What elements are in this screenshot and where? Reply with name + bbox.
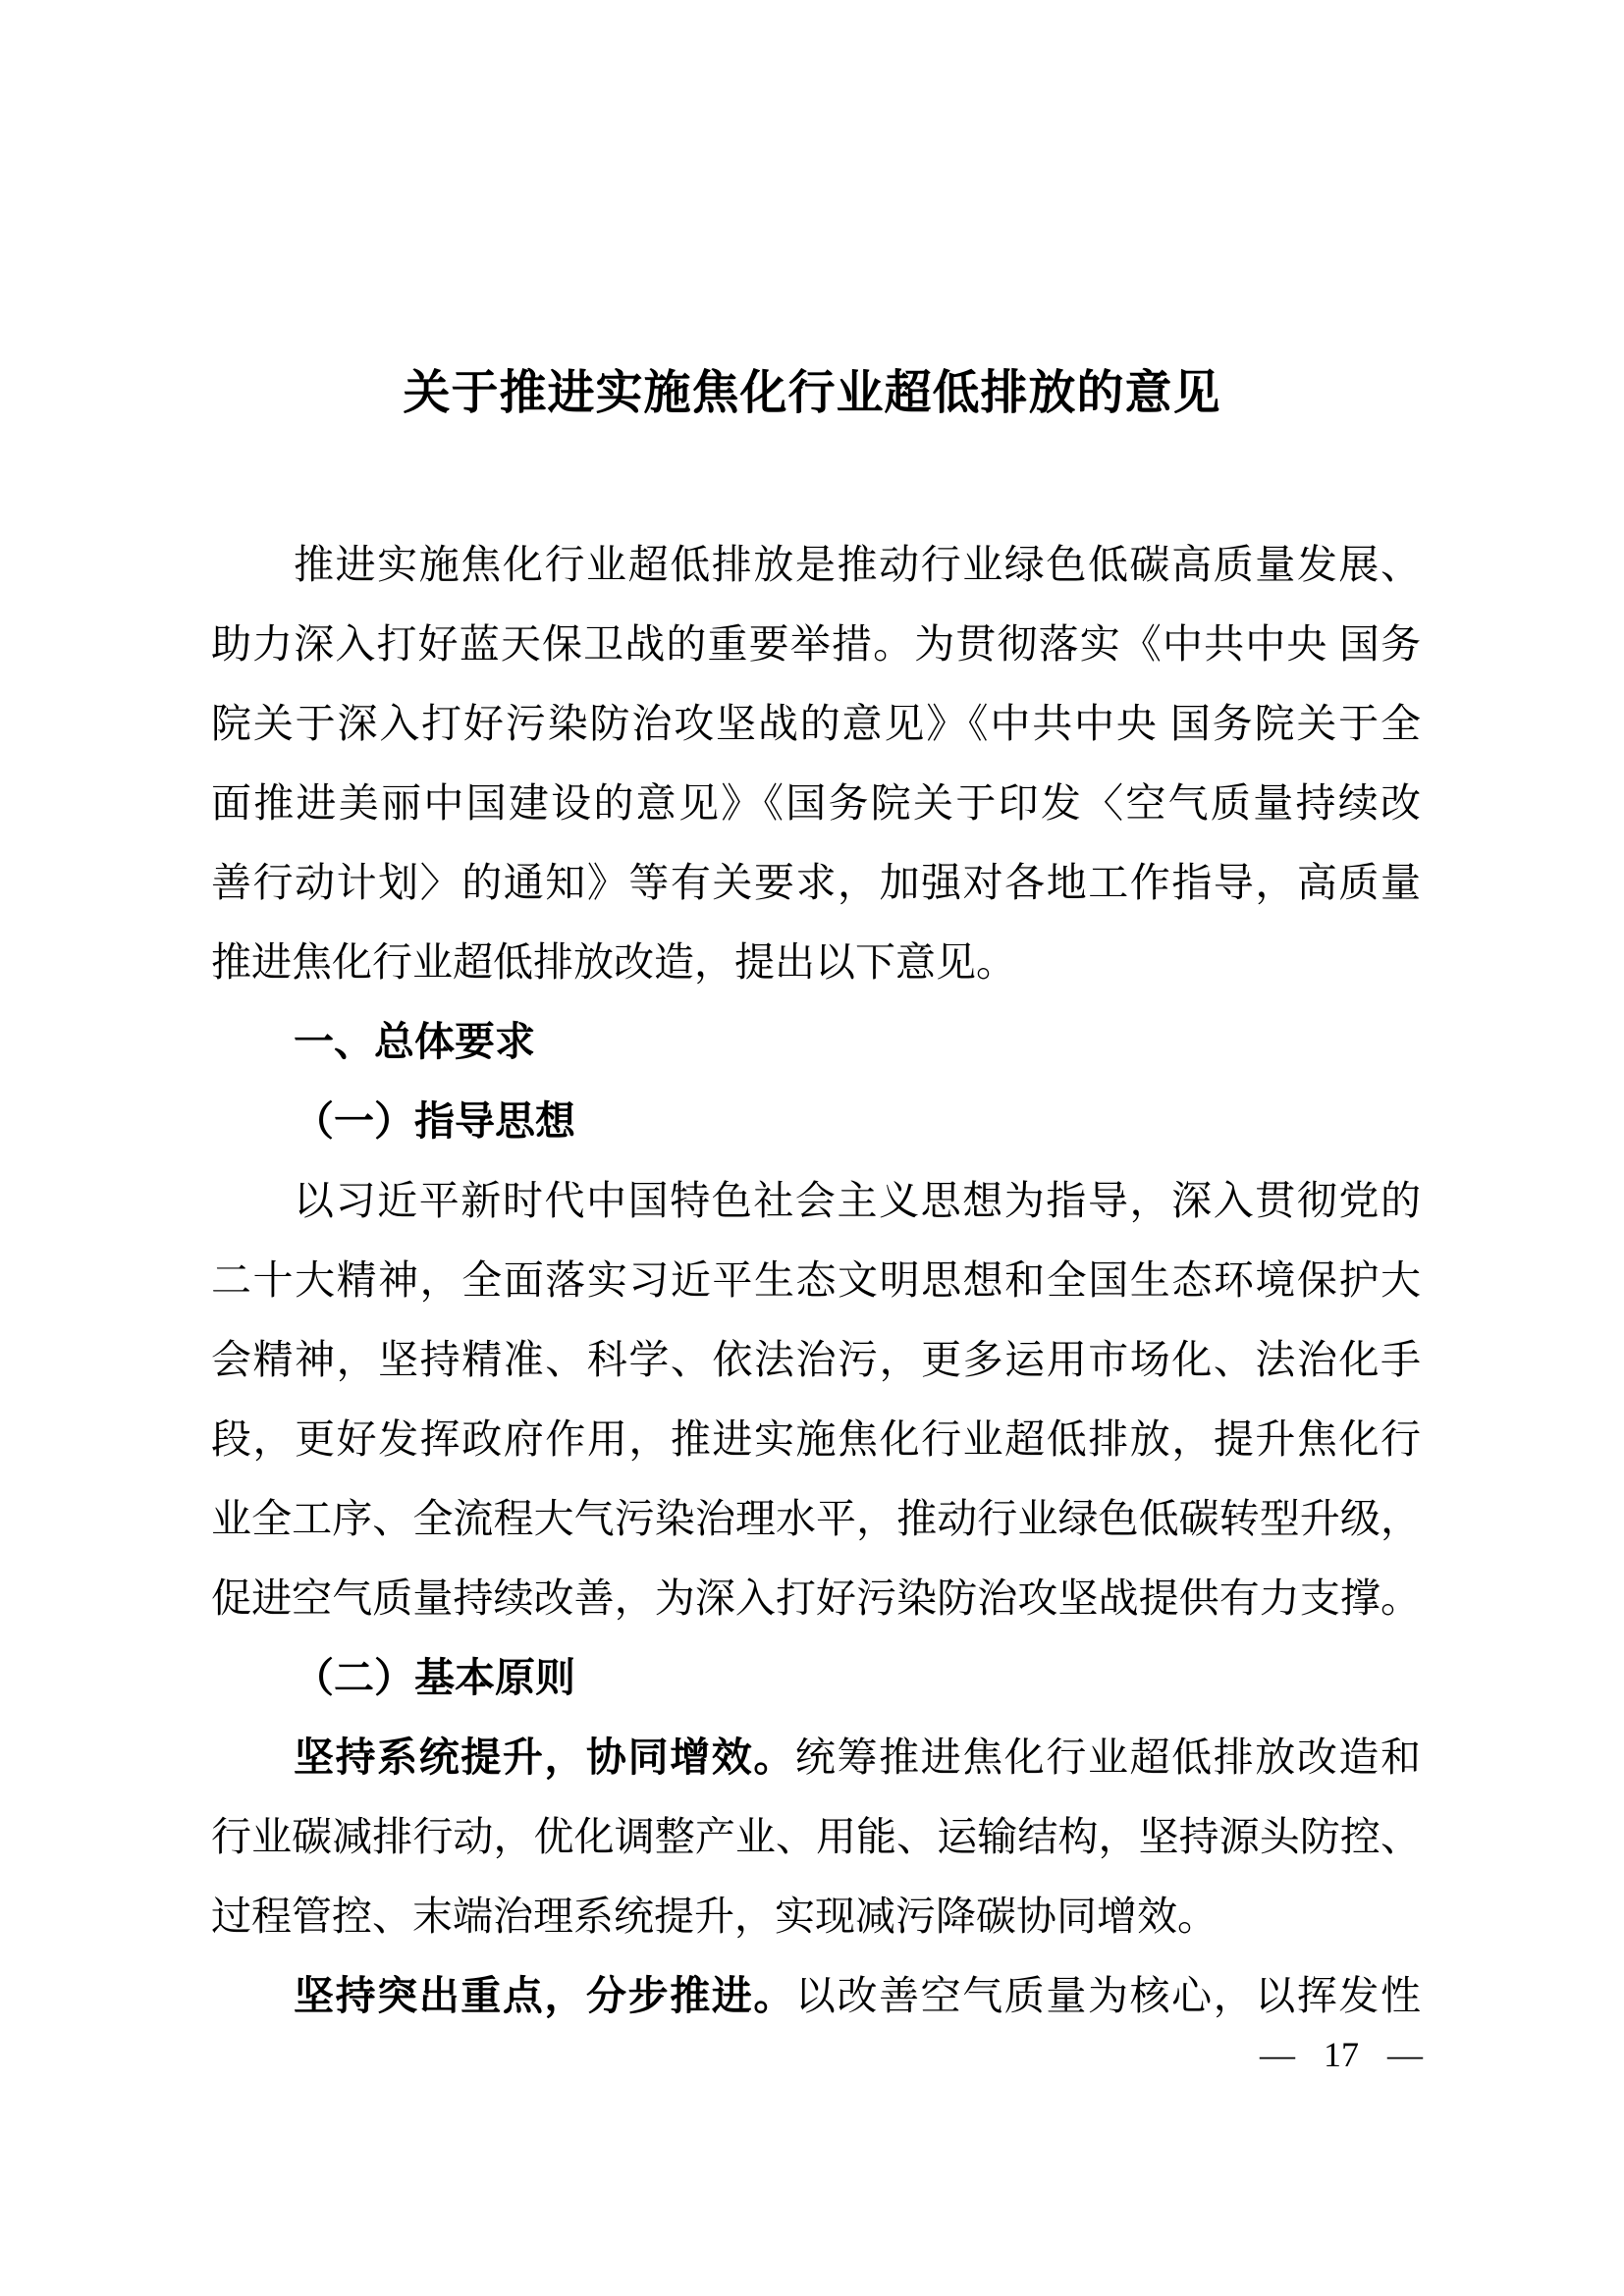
document-body	[211, 525, 1421, 2036]
body-line: 面推进美丽中国建设的意见》《国务院关于印发〈空气质量持续改	[211, 780, 1421, 826]
body-line: 段，更好发挥政府作用，推进实施焦化行业超低排放，提升焦化行	[211, 1416, 1421, 1462]
body-line: 善行动计划〉的通知》等有关要求，加强对各地工作指导，高质量	[211, 860, 1421, 905]
bold-lead-text: 坚持突出重点，分步推进。	[294, 1973, 795, 2018]
body-line: 行业碳减排行动，优化调整产业、用能、运输结构，坚持源头防控、	[211, 1814, 1421, 1859]
subsection-heading: （二）基本原则	[294, 1655, 575, 1700]
body-line-text: 以改善空气质量为核心，以挥发性	[794, 1973, 1421, 2018]
body-line: 促进空气质量持续改善，为深入打好污染防治攻坚战提供有力支撑。	[211, 1575, 1421, 1621]
body-line	[211, 1956, 1421, 2036]
body-line: 过程管控、末端治理系统提升，实现减污降碳协同增效。	[211, 1894, 1218, 1939]
body-line: 以习近平新时代中国特色社会主义思想为指导，深入贯彻党的	[294, 1178, 1421, 1223]
body-line: 二十大精神，全面落实习近平生态文明思想和全国生态环境保护大	[211, 1257, 1421, 1303]
body-line: 院关于深入打好污染防治攻坚战的意见》《中共中央 国务院关于全	[211, 701, 1421, 746]
section-heading: 一、总体要求	[294, 1019, 535, 1064]
body-line: 会精神，坚持精准、科学、依法治污，更多运用市场化、法治化手	[211, 1337, 1421, 1382]
document-title: 关于推进实施焦化行业超低排放的意见	[403, 367, 1221, 419]
body-line	[211, 1718, 1421, 1797]
body-line: 推进实施焦化行业超低排放是推动行业绿色低碳高质量发展、	[294, 542, 1421, 587]
body-line-text: 统筹推进焦化行业超低排放改造和	[794, 1735, 1421, 1780]
body-line: 业全工序、全流程大气污染治理水平，推动行业绿色低碳转型升级，	[211, 1496, 1421, 1541]
body-line: 助力深入打好蓝天保卫战的重要举措。为贯彻落实《中共中央 国务	[211, 621, 1421, 667]
subsection-heading: （一）指导思想	[294, 1098, 575, 1144]
bold-lead-text: 坚持系统提升，协同增效。	[294, 1735, 795, 1780]
page-number: — 17 —	[1260, 2035, 1423, 2074]
body-line: 推进焦化行业超低排放改造，提出以下意见。	[211, 939, 1016, 985]
